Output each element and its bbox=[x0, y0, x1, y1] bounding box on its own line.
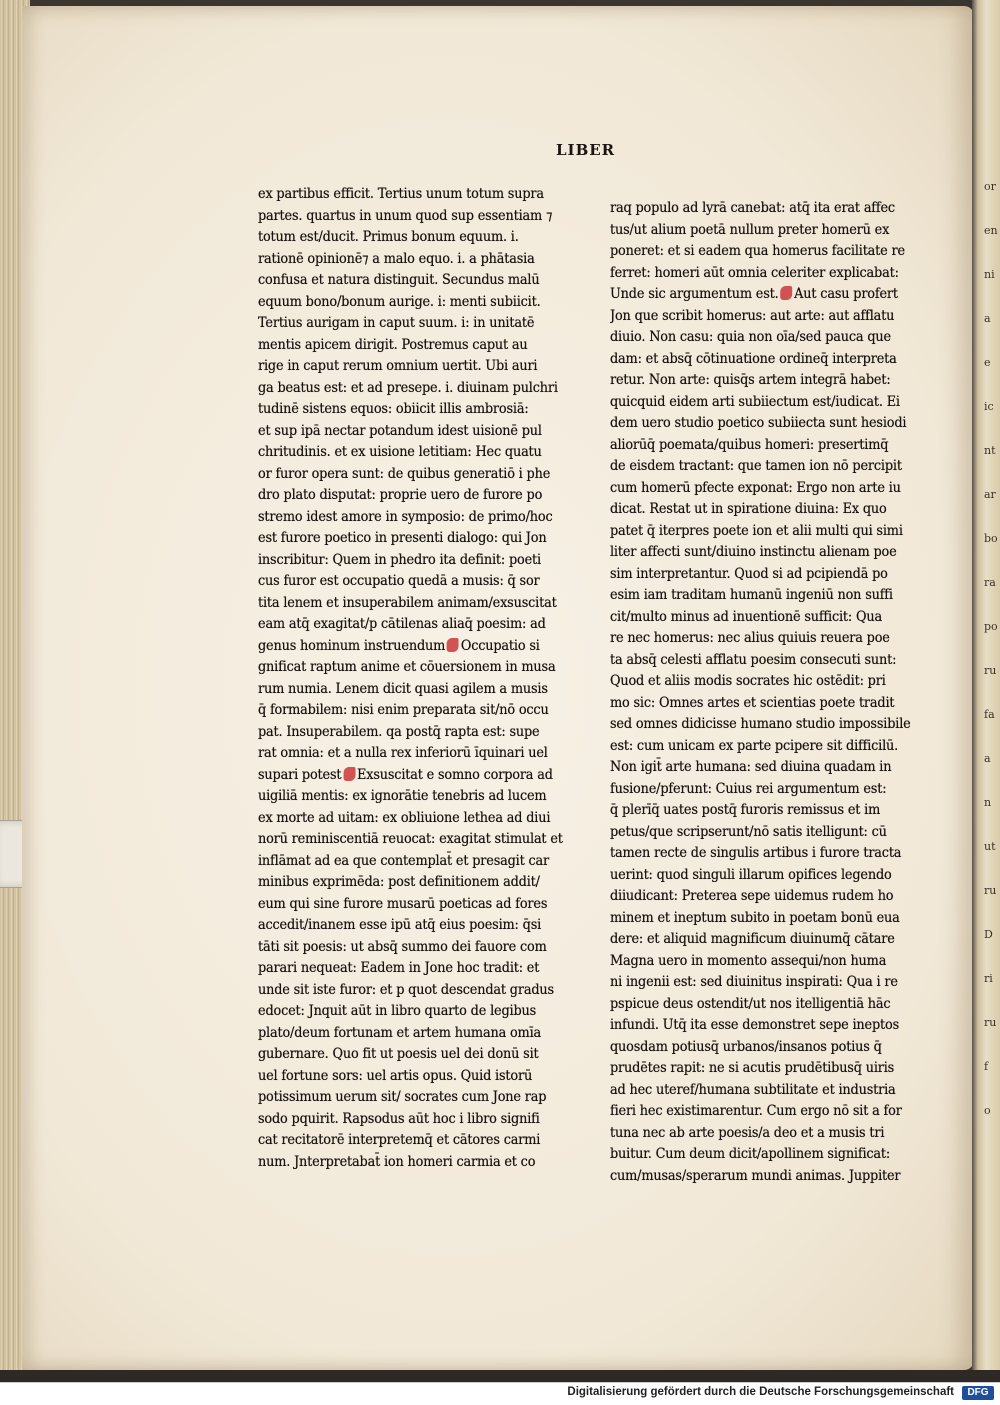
text-line bbox=[610, 822, 939, 844]
text-line bbox=[258, 313, 586, 335]
text-line bbox=[258, 528, 586, 550]
line-text: mentis apicem dirigit. Postremus caput au bbox=[258, 336, 528, 353]
text-line bbox=[258, 1130, 586, 1152]
text-line bbox=[610, 628, 939, 650]
line-text: Unde sic argumentum est. bbox=[610, 286, 779, 302]
text-line bbox=[258, 249, 586, 271]
text-line bbox=[258, 421, 586, 443]
line-text: pat. Insuperabilem. qa postq̄ rapta est: supe bbox=[258, 723, 540, 740]
line-text: rationē opinionē⁊ a malo equo. i. a phātasia bbox=[258, 250, 535, 267]
text-line bbox=[610, 607, 939, 629]
facing-page-fragment: ri bbox=[984, 972, 993, 985]
scan-border bbox=[0, 1370, 1000, 1382]
text-line bbox=[610, 370, 939, 392]
line-text: plato/deum fortunam et artem humana omīa bbox=[258, 1024, 542, 1041]
text-line bbox=[610, 542, 939, 564]
text-line bbox=[258, 206, 586, 228]
line-text: tudinē sistens equos: obiicit illis ambrosiā: bbox=[258, 401, 529, 417]
line-text: totum est/ducit. Primus bonum equum. i. bbox=[258, 229, 519, 245]
text-line bbox=[258, 507, 586, 529]
facing-page-fragment: en bbox=[984, 224, 998, 237]
line-text: dam: et absq̄ cōtinuatione ordineq̄ interpreta bbox=[610, 350, 897, 367]
line-text: est furore poetico in presenti dialogo: qui Jon bbox=[258, 530, 547, 546]
facing-page-fragment: ru bbox=[984, 664, 997, 677]
line-text: ta absq̄ celesti afflatu poesim consecuti sunt: bbox=[610, 651, 897, 668]
line-text: equum bono/bonum aurige. i: menti subiicit. bbox=[258, 293, 541, 310]
line-text: Quod et aliis modis socrates hic ostēdit: pri bbox=[610, 673, 886, 689]
text-line bbox=[610, 198, 939, 220]
facing-page-fragment: or bbox=[984, 180, 996, 193]
line-text: petus/que scripserunt/nō satis itelligunt: cū bbox=[610, 823, 887, 840]
text-line bbox=[258, 636, 586, 658]
line-text: Magna uero in momento assequi/non huma bbox=[610, 952, 887, 969]
line-text: dicat. Restat ut in spiratione diuina: Ex quo bbox=[610, 501, 887, 517]
text-line bbox=[258, 1044, 586, 1066]
line-text: quosdam potiusq̄ urbanos/insanos potius q̄ bbox=[610, 1038, 882, 1055]
facing-page-fragment: ic bbox=[984, 400, 994, 413]
line-text: edocet: Jnquit aūt in libro quarto de legibus bbox=[258, 1003, 537, 1019]
line-text: quicquid eidem arti subiiectum est/iudicat. Ei bbox=[610, 393, 900, 410]
text-line bbox=[258, 915, 586, 937]
line-text: patet q̄ iterpres poete ion et alii multi qui simi bbox=[610, 522, 903, 539]
red-rubric-mark bbox=[780, 286, 792, 300]
line-text: cat recitatorē interpretemq̄ et cātores carmi bbox=[258, 1132, 541, 1148]
line-text: partes. quartus in unum quod sup essentiam ⁊ bbox=[258, 207, 553, 224]
line-text: genus hominum instruendum bbox=[258, 637, 446, 654]
text-line bbox=[610, 1123, 939, 1145]
line-text: tus/ut alium poetā nullum preter homerū ex bbox=[610, 221, 890, 238]
text-line bbox=[610, 349, 939, 371]
facing-page-fragment: D bbox=[984, 928, 993, 941]
text-line bbox=[610, 413, 939, 435]
line-text: diiudicant: Preterea sepe uidemus rudem ho bbox=[610, 888, 894, 904]
text-line bbox=[258, 356, 586, 378]
line-text: cit/multo minus ad inuentionē sufficit: Qua bbox=[610, 608, 882, 625]
line-text: est: cum unicam ex parte pcipere sit difficilū. bbox=[610, 737, 899, 754]
line-text: potissimum uerum sit/ socrates cum Jone rap bbox=[258, 1089, 547, 1105]
line-text: ex partibus efficit. Tertius unum totum supra bbox=[258, 186, 544, 202]
line-text: retur. Non arte: quisq̄s artem integrā habet: bbox=[610, 372, 891, 388]
text-line bbox=[258, 743, 586, 765]
text-line bbox=[610, 800, 939, 822]
text-line bbox=[258, 184, 586, 206]
text-line bbox=[610, 972, 939, 994]
text-line bbox=[610, 1101, 939, 1123]
line-text: buitur. Cum deum dicit/apollinem significat: bbox=[610, 1146, 891, 1162]
text-line bbox=[258, 657, 586, 679]
text-line bbox=[610, 263, 939, 285]
text-line bbox=[610, 693, 939, 715]
line-text: liter affecti sunt/diuino instinctu alienam poe bbox=[610, 544, 897, 560]
facing-page-fragment: o bbox=[984, 1104, 991, 1117]
line-text: accedit/inanem esse ipū atq̄ eius poesim: q̄si bbox=[258, 917, 542, 933]
line-text: re nec homerus: nec alius quiuis reuera poe bbox=[610, 630, 890, 646]
text-line bbox=[610, 478, 939, 500]
line-text: q̄ plerīq̄ uates postq̄ furoris remissus et im bbox=[610, 802, 881, 818]
text-line bbox=[610, 1166, 939, 1188]
line-text: uel fortune sors: uel artis opus. Quid istorū bbox=[258, 1067, 533, 1084]
line-text: chritudinis. et ex uisione letitiam: Hec quatu bbox=[258, 444, 542, 460]
text-line bbox=[610, 908, 939, 930]
line-text: rige in caput rerum omnium uertit. Ubi auri bbox=[258, 358, 538, 374]
line-text: rum numia. Lenem dicit quasi agilem a musis bbox=[258, 680, 548, 697]
dfg-logo[interactable]: DFG bbox=[962, 1386, 994, 1400]
line-text: minem et ineptum subito in poetam bonū eua bbox=[610, 909, 900, 926]
line-text: aliorūq̄ poemata/quibus homeri: presertimq̄ bbox=[610, 436, 889, 453]
text-line bbox=[610, 392, 939, 414]
text-line bbox=[610, 1080, 939, 1102]
text-line bbox=[258, 1087, 586, 1109]
line-text: uerint: quod singuli illarum opifices legendo bbox=[610, 866, 892, 883]
text-line bbox=[258, 1109, 586, 1131]
text-line bbox=[258, 227, 586, 249]
text-line bbox=[610, 456, 939, 478]
rubric-continuation-text: Exsuscitat e somno corpora ad bbox=[357, 766, 553, 783]
red-rubric-mark bbox=[447, 638, 459, 652]
line-text: gnificat raptum anime et cōuersionem in musa bbox=[258, 659, 556, 675]
line-text: Non igit̄ arte humana: sed diuina quadam in bbox=[610, 759, 892, 775]
text-line bbox=[610, 564, 939, 586]
rubric-continuation-text: Occupatio si bbox=[460, 637, 540, 654]
line-text: ga beatus est: et ad presepe. i. diuinam pulchri bbox=[258, 379, 558, 396]
facing-page-fragment: ar bbox=[984, 488, 996, 501]
facing-page-fragment: ru bbox=[984, 884, 997, 897]
text-line bbox=[258, 872, 586, 894]
text-line bbox=[610, 736, 939, 758]
facing-page-fragment: ra bbox=[984, 576, 996, 589]
line-text: dere: et aliquid magnificum diuinumq̄ cātare bbox=[610, 931, 895, 947]
line-text: num. Jnterpretabat̄ ion homeri carmia et co bbox=[258, 1153, 536, 1170]
line-text: sed omnes didicisse humano studio impossibile bbox=[610, 716, 911, 732]
text-line bbox=[258, 722, 586, 744]
line-text: gubernare. Quo fit ut poesis uel dei donū sit bbox=[258, 1046, 539, 1062]
text-line bbox=[258, 571, 586, 593]
line-text: tāti sit poesis: ut absq̄ summo dei fauore com bbox=[258, 938, 547, 955]
text-line bbox=[610, 499, 939, 521]
line-text: inscribitur: Quem in phedro ita definit: poeti bbox=[258, 551, 541, 568]
text-line bbox=[610, 306, 939, 328]
text-line bbox=[610, 951, 939, 973]
text-line bbox=[258, 442, 586, 464]
facing-page-fragment: ut bbox=[984, 840, 996, 853]
line-text: ni ingenii est: sed diuinitus inspirati: Qua i re bbox=[610, 974, 898, 990]
text-line bbox=[610, 327, 939, 349]
dfg-credit-text: Digitalisierung gefördert durch die Deutsche Forschungsgemeinschaft bbox=[567, 1386, 954, 1398]
line-text: eum qui sine furore musarū poeticas ad fores bbox=[258, 895, 548, 912]
line-text: infundi. Utq̄ ita esse demonstret sepe ineptos bbox=[610, 1017, 900, 1033]
facing-page-fragment: n bbox=[984, 796, 992, 809]
text-line bbox=[610, 585, 939, 607]
line-text: parari nequeat: Eadem in Jone hoc tradit: et bbox=[258, 960, 540, 976]
text-line bbox=[258, 980, 586, 1002]
line-text: cus furor est occupatio quedā a musis: q̄ sor bbox=[258, 573, 540, 589]
text-line bbox=[258, 1066, 586, 1088]
text-line bbox=[610, 1037, 939, 1059]
text-line bbox=[258, 679, 586, 701]
attribution-bar bbox=[0, 1382, 1000, 1405]
text-line bbox=[258, 1023, 586, 1045]
facing-page-fragment: bo bbox=[984, 532, 998, 545]
facing-page-fragment: nt bbox=[984, 444, 996, 457]
line-text: Tertius aurigam in caput suum. i: in unitatē bbox=[258, 315, 535, 331]
line-text: eam atq̄ exagitat/p cātilenas aliaq̄ poesim: ad bbox=[258, 616, 546, 632]
right-text-column bbox=[610, 198, 940, 1187]
text-line bbox=[610, 994, 939, 1016]
text-line bbox=[258, 292, 586, 314]
line-text: pspicue deus ostendit/ut nos itelligentiā hāc bbox=[610, 995, 891, 1012]
text-line bbox=[258, 485, 586, 507]
text-line bbox=[258, 700, 586, 722]
text-line bbox=[258, 1152, 586, 1174]
line-text: confusa et natura distinguit. Secundus malū bbox=[258, 272, 540, 288]
line-text: diuio. Non casu: quia non oīa/sed pauca que bbox=[610, 329, 891, 345]
text-line bbox=[610, 1015, 939, 1037]
line-text: uigiliā mentis: ex ignorātie tenebris ad lucem bbox=[258, 788, 547, 804]
text-line bbox=[610, 671, 939, 693]
facing-page-fragment: f bbox=[984, 1060, 989, 1073]
line-text: tamen recte de singulis artibus i furore tracta bbox=[610, 845, 902, 861]
line-text: stremo idest amore in symposio: de primo/hoc bbox=[258, 508, 553, 525]
line-text: esim iam traditam humanū ingeniū non suffi bbox=[610, 587, 893, 603]
line-text: cum homerū pfecte exponat: Ergo non arte iu bbox=[610, 479, 901, 496]
line-text: et sup ipā nectar potandum idest uisionē pul bbox=[258, 422, 542, 439]
line-text: ad hec uteref/humana subtilitate et industria bbox=[610, 1081, 896, 1098]
text-line bbox=[258, 765, 586, 787]
text-line bbox=[610, 757, 939, 779]
left-text-column bbox=[258, 184, 586, 1173]
line-text: q̄ formabilem: nisi enim preparata sit/nō occu bbox=[258, 702, 549, 718]
text-line bbox=[610, 843, 939, 865]
line-text: fieri hec existimarentur. Cum ergo nō sit a for bbox=[610, 1103, 902, 1119]
text-line bbox=[258, 829, 586, 851]
text-line bbox=[258, 464, 586, 486]
line-text: rat omnia: et a nulla rex inferiorū īquinari uel bbox=[258, 745, 548, 761]
facing-page-fragment: ru bbox=[984, 1016, 997, 1029]
line-text: prudētes rapit: ne si acutis prudētibusq̄ uiris bbox=[610, 1060, 895, 1076]
line-text: cum/musas/sperarum mundi animas. Juppiter bbox=[610, 1167, 901, 1184]
line-text: dem uero studio poetico subiiecta sunt hesiodi bbox=[610, 415, 907, 431]
text-line bbox=[258, 786, 586, 808]
red-rubric-mark bbox=[343, 767, 355, 781]
text-line bbox=[610, 521, 939, 543]
line-text: tuna nec ab arte poesis/a deo et a musis tri bbox=[610, 1124, 885, 1141]
text-line bbox=[610, 284, 939, 306]
line-text: Jon que scribit homerus: aut arte: aut afflatu bbox=[610, 307, 895, 324]
text-line bbox=[610, 865, 939, 887]
line-text: fusione/pferunt: Cuius rei argumentum est: bbox=[610, 780, 887, 797]
text-line bbox=[610, 779, 939, 801]
facing-page-fragment: fa bbox=[984, 708, 995, 721]
line-text: sim interpretantur. Quod si ad pcipiendā po bbox=[610, 565, 888, 582]
text-line bbox=[610, 1058, 939, 1080]
text-line bbox=[258, 614, 586, 636]
text-line bbox=[258, 894, 586, 916]
rubric-continuation-text: Aut casu profert bbox=[794, 286, 898, 302]
line-text: norū reminiscentiā reuocat: exagitat stimulat et bbox=[258, 831, 563, 847]
facing-page-fragment: ni bbox=[984, 268, 995, 281]
text-line bbox=[610, 650, 939, 672]
text-line bbox=[258, 399, 586, 421]
text-line bbox=[610, 886, 939, 908]
facing-page-fragment: a bbox=[984, 752, 991, 765]
text-line bbox=[610, 220, 939, 242]
line-text: ferret: homeri aūt omnia celeriter explicabat: bbox=[610, 264, 899, 281]
line-text: or furor opera sunt: de quibus generatiō i phe bbox=[258, 465, 551, 482]
text-line bbox=[610, 714, 939, 736]
facing-page-fragment: e bbox=[984, 356, 991, 369]
text-line bbox=[258, 593, 586, 615]
line-text: sodo pquirit. Rapsodus aūt hoc i libro signifi bbox=[258, 1110, 540, 1127]
line-text: mo sic: Omnes artes et scientias poete tradit bbox=[610, 694, 895, 711]
text-line bbox=[258, 335, 586, 357]
line-text: dro plato disputat: proprie uero de furore po bbox=[258, 487, 543, 503]
running-head: LIBER bbox=[556, 141, 616, 159]
text-line bbox=[610, 241, 939, 263]
line-text: minibus exprimēda: post definitionem addit/ bbox=[258, 874, 540, 890]
text-line bbox=[610, 1144, 939, 1166]
text-line bbox=[258, 270, 586, 292]
facing-page-fragment: a bbox=[984, 312, 991, 325]
facing-page-fragment: po bbox=[984, 620, 998, 633]
text-line bbox=[258, 958, 586, 980]
line-text: inflāmat ad ea que contemplat̄ et presagit car bbox=[258, 852, 550, 869]
text-line bbox=[610, 435, 939, 457]
text-line bbox=[258, 378, 586, 400]
line-text: ex morte ad uitam: ex obliuione lethea ad diui bbox=[258, 809, 551, 826]
text-line bbox=[258, 1001, 586, 1023]
line-text: de eisdem tractant: que tamen ion nō percipit bbox=[610, 458, 902, 474]
line-text: raq populo ad lyrā canebat: atq̄ ita erat affec bbox=[610, 200, 895, 216]
text-line bbox=[258, 550, 586, 572]
line-text: poneret: et si eadem qua homerus facilitate re bbox=[610, 243, 905, 259]
text-line bbox=[610, 929, 939, 951]
line-text: unde sit iste furor: et p quot descendat gradus bbox=[258, 981, 554, 998]
line-text: supari potest bbox=[258, 766, 342, 783]
line-text: tita lenem et insuperabilem animam/exsuscitat bbox=[258, 594, 557, 611]
text-line bbox=[258, 937, 586, 959]
text-line bbox=[258, 808, 586, 830]
text-line bbox=[258, 851, 586, 873]
facing-page-edge bbox=[972, 0, 1000, 1370]
